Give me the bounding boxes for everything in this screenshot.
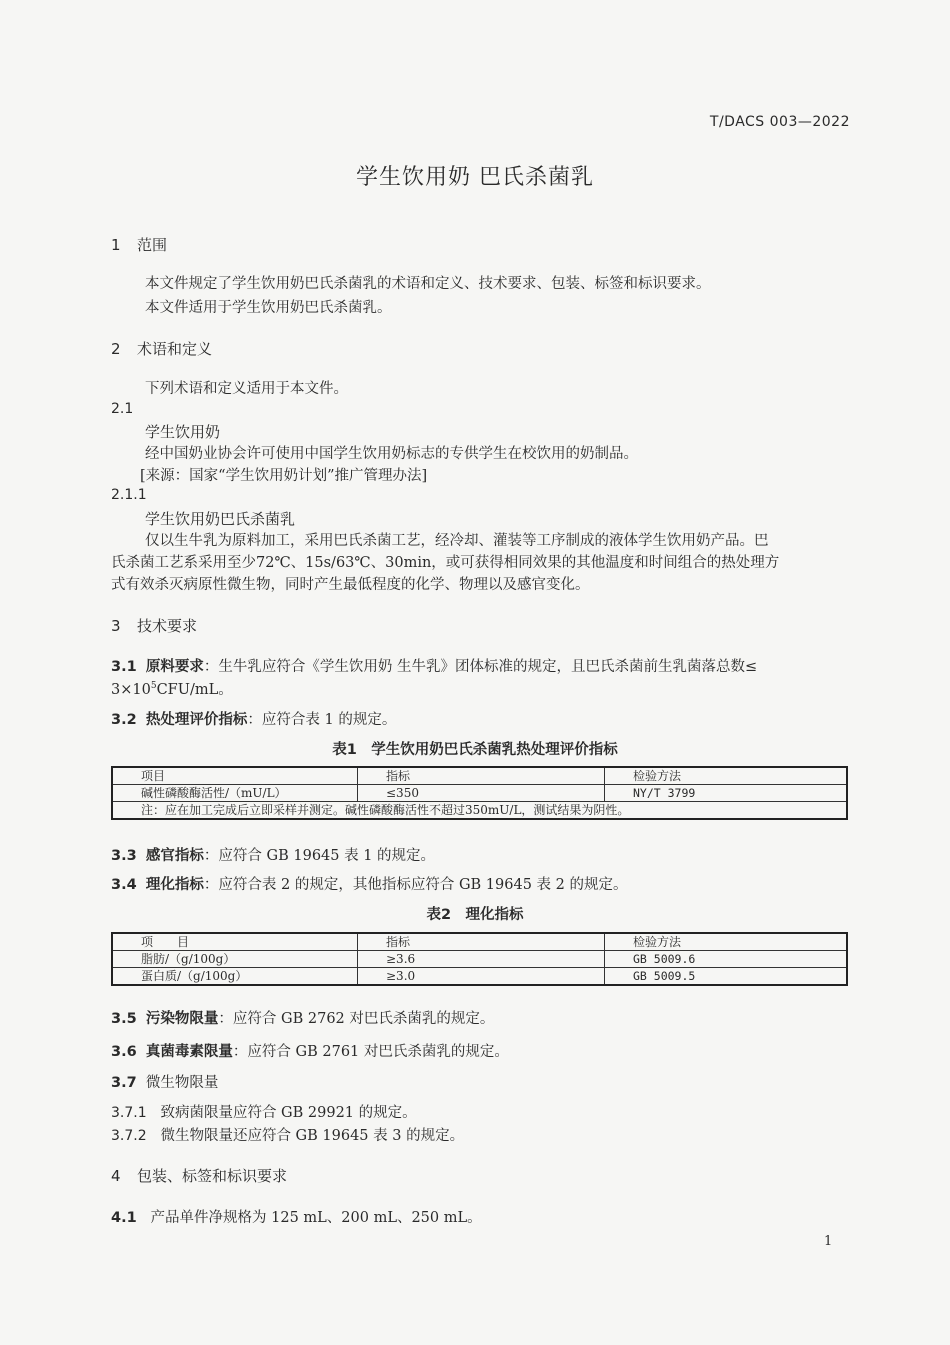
section-1-paragraph-1: 本文件规定了学生饮用奶巴氏杀菌乳的术语和定义、技术要求、包装、标签和标识要求。 (145, 276, 711, 292)
table-2-cell-method: GB 5009.6 (605, 951, 848, 968)
term-2-1-1: 学生饮用奶巴氏杀菌乳 (145, 510, 296, 528)
table-row (112, 968, 847, 986)
table-2 (111, 932, 848, 986)
table-1-note-row (112, 802, 847, 820)
term-2-1-source: [来源：国家“学生饮用奶计划”推广管理办法] (140, 468, 428, 484)
table-1-header-item: 项目 (112, 767, 358, 785)
term-2-1-1-definition-line-1: 仅以生牛乳为原料加工，采用巴氏杀菌工艺，经冷却、灌装等工序制成的液体学生饮用奶产品。巴 (145, 533, 769, 549)
section-2-intro: 下列术语和定义适用于本文件。 (145, 381, 348, 397)
table-row (112, 951, 847, 968)
table-2-header-item: 项 目 (112, 933, 358, 951)
clause-3-1-line-2: $3\times 10^5CFU/mL$。 (111, 681, 233, 698)
table-1-cell-indicator: ≤350 (358, 785, 605, 802)
clause-4-1: 4.1 产品单件净规格为 125 mL、200 mL、250 mL。 (111, 1210, 482, 1226)
clause-3-6: 3.6 真菌毒素限量：应符合 GB 2761 对巴氏杀菌乳的规定。 (111, 1044, 509, 1060)
table-1 (111, 766, 848, 820)
table-2-cell-indicator: ≥3.0 (358, 968, 605, 986)
table-2-header-row (112, 933, 847, 951)
document-code: T/DACS 003—2022 (709, 114, 850, 130)
clause-3-2: 3.2 热处理评价指标：应符合表 1 的规定。 (111, 712, 397, 728)
table-2-cell-item: 脂肪/（g/100g） (112, 951, 358, 968)
table-1-header-row (112, 767, 847, 785)
table-2-header-method: 检验方法 (605, 933, 848, 951)
term-2-1-1-definition-line-3: 式有效杀灭病原性微生物，同时产生最低程度的化学、物理以及感官变化。 (111, 577, 590, 593)
table-1-header-method: 检验方法 (605, 767, 848, 785)
table-2-cell-item: 蛋白质/（g/100g） (112, 968, 358, 986)
table-2-cell-indicator: ≥3.6 (358, 951, 605, 968)
clause-3-7-2: 3.7.2 微生物限量还应符合 GB 19645 表 3 的规定。 (111, 1128, 465, 1144)
section-2-heading: 2 术语和定义 (111, 340, 213, 358)
table-2-cell-method: GB 5009.5 (605, 968, 848, 986)
table-row (112, 785, 847, 802)
term-2-1-1-definition-line-2: 氏杀菌工艺系采用至少72℃、15s/63℃、30min，或可获得相同效果的其他温度和时间组合的热处理方 (111, 555, 780, 571)
section-1-heading: 1 范围 (111, 236, 168, 254)
table-1-caption: 表1 学生饮用奶巴氏杀菌乳热处理评价指标 (332, 742, 618, 758)
clause-3-1: 3.1 原料要求：生牛乳应符合《学生饮用奶 生牛乳》团体标准的规定，且巴氏杀菌前生乳菌落总数≤ (111, 659, 758, 675)
term-2-1-definition: 经中国奶业协会许可使用中国学生饮用奶标志的专供学生在校饮用的奶制品。 (145, 446, 638, 462)
term-2-1-number: 2.1 (111, 401, 134, 417)
document-title: 学生饮用奶 巴氏杀菌乳 (356, 165, 594, 190)
section-3-heading: 3 技术要求 (111, 617, 198, 635)
section-1-paragraph-2: 本文件适用于学生饮用奶巴氏杀菌乳。 (145, 300, 392, 316)
term-2-1: 学生饮用奶 (145, 423, 221, 441)
table-1-cell-method: NY/T 3799 (605, 785, 848, 802)
table-1-header-indicator: 指标 (358, 767, 605, 785)
clause-3-7: 3.7 微生物限量 (111, 1075, 219, 1091)
clause-3-3: 3.3 感官指标：应符合 GB 19645 表 1 的规定。 (111, 848, 436, 864)
table-1-cell-item: 碱性磷酸酶活性/（mU/L） (112, 785, 358, 802)
table-2-header-indicator: 指标 (358, 933, 605, 951)
table-1-note: 注：应在加工完成后立即采样并测定。碱性磷酸酶活性不超过350mU/L，测试结果为阴性。 (112, 802, 847, 820)
section-4-heading: 4 包装、标签和标识要求 (111, 1167, 288, 1185)
clause-3-5: 3.5 污染物限量：应符合 GB 2762 对巴氏杀菌乳的规定。 (111, 1011, 495, 1027)
table-2-caption: 表2 理化指标 (426, 907, 524, 923)
clause-3-7-1: 3.7.1 致病菌限量应符合 GB 29921 的规定。 (111, 1105, 417, 1121)
clause-3-4: 3.4 理化指标：应符合表 2 的规定，其他指标应符合 GB 19645 表 2 的规定。 (111, 877, 628, 893)
page-number: 1 (824, 1234, 833, 1249)
term-2-1-1-number: 2.1.1 (111, 487, 147, 503)
